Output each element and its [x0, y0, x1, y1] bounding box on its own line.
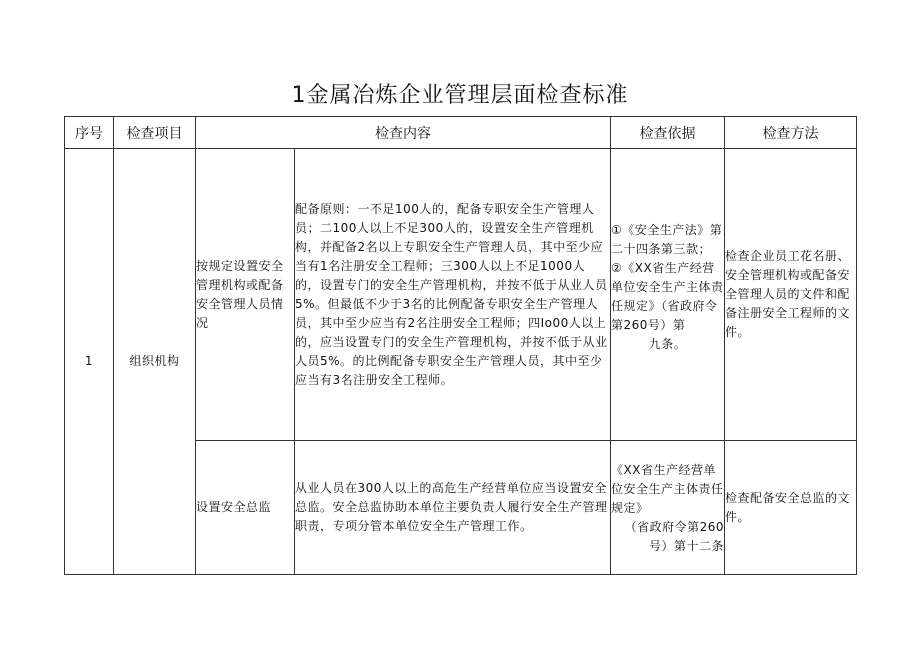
basis-line: 《XX省生产经营单位安全生产主体责任规定》: [611, 463, 724, 515]
subitem-name: 按规定设置安全管理机构或配备安全管理人员情况: [196, 149, 295, 441]
table-row: [65, 149, 857, 441]
header-serial-number: 序号: [65, 117, 114, 149]
inspection-standard-table: [64, 116, 857, 575]
subitem-name: 设置安全总监: [196, 441, 295, 575]
subitem-basis: [611, 149, 725, 441]
header-inspection-content: 检查内容: [196, 117, 611, 149]
basis-line: ①《安全生产法》第二十四条第三款；: [611, 223, 723, 256]
subitem-method: 检查配备安全总监的文件。: [725, 441, 857, 575]
table-header-row: [65, 117, 857, 149]
subitem-content: 从业人员在300人以上的高危生产经营单位应当设置安全总监。安全总监协助本单位主要负责人履行安全生产管理职责，专项分管本单位安全生产管理工作。: [295, 441, 611, 575]
header-inspection-item: 检查项目: [114, 117, 196, 149]
basis-line: ②《XX省生产经营单位安全生产主体责任规定》（省政府令第260号）第: [611, 261, 724, 332]
subitem-content: 配备原则：一不足100人的，配备专职安全生产管理人员；二100人以上不足300人的，设置安全生产管理机构，并配备2名以上专职安全生产管理人员，其中至少应当有1名注册安全工程师；三300人以上不足1000人的，设置专门的安全生产管理机构，并按不低于从业人员5%。但最低不少于3名的比例配备专职安全生产管理人员，其中至少应当有2名注册安全工程师；四Io00人以上的，应当设置专门的安全生产管理机构，并按不低于从业人员5%。的比例配备专职安全生产管理人员，其中至少应当有3名注册安全工程师。: [295, 149, 611, 441]
subitem-method: 检查企业员工花名册、安全管理机构或配备安全管理人员的文件和配备注册安全工程师的文件。: [725, 149, 857, 441]
document-title: 1金属冶炼企业管理层面检查标准: [291, 83, 629, 108]
header-inspection-method: 检查方法: [725, 117, 857, 149]
header-inspection-basis: 检查依据: [611, 117, 725, 149]
row-inspection-item: 组织机构: [114, 149, 196, 575]
basis-line: 九条。: [648, 337, 687, 351]
row-serial-number: 1: [65, 149, 114, 575]
basis-line: （省政府令第260号）第十二条: [624, 520, 724, 553]
subitem-basis: [611, 441, 725, 575]
